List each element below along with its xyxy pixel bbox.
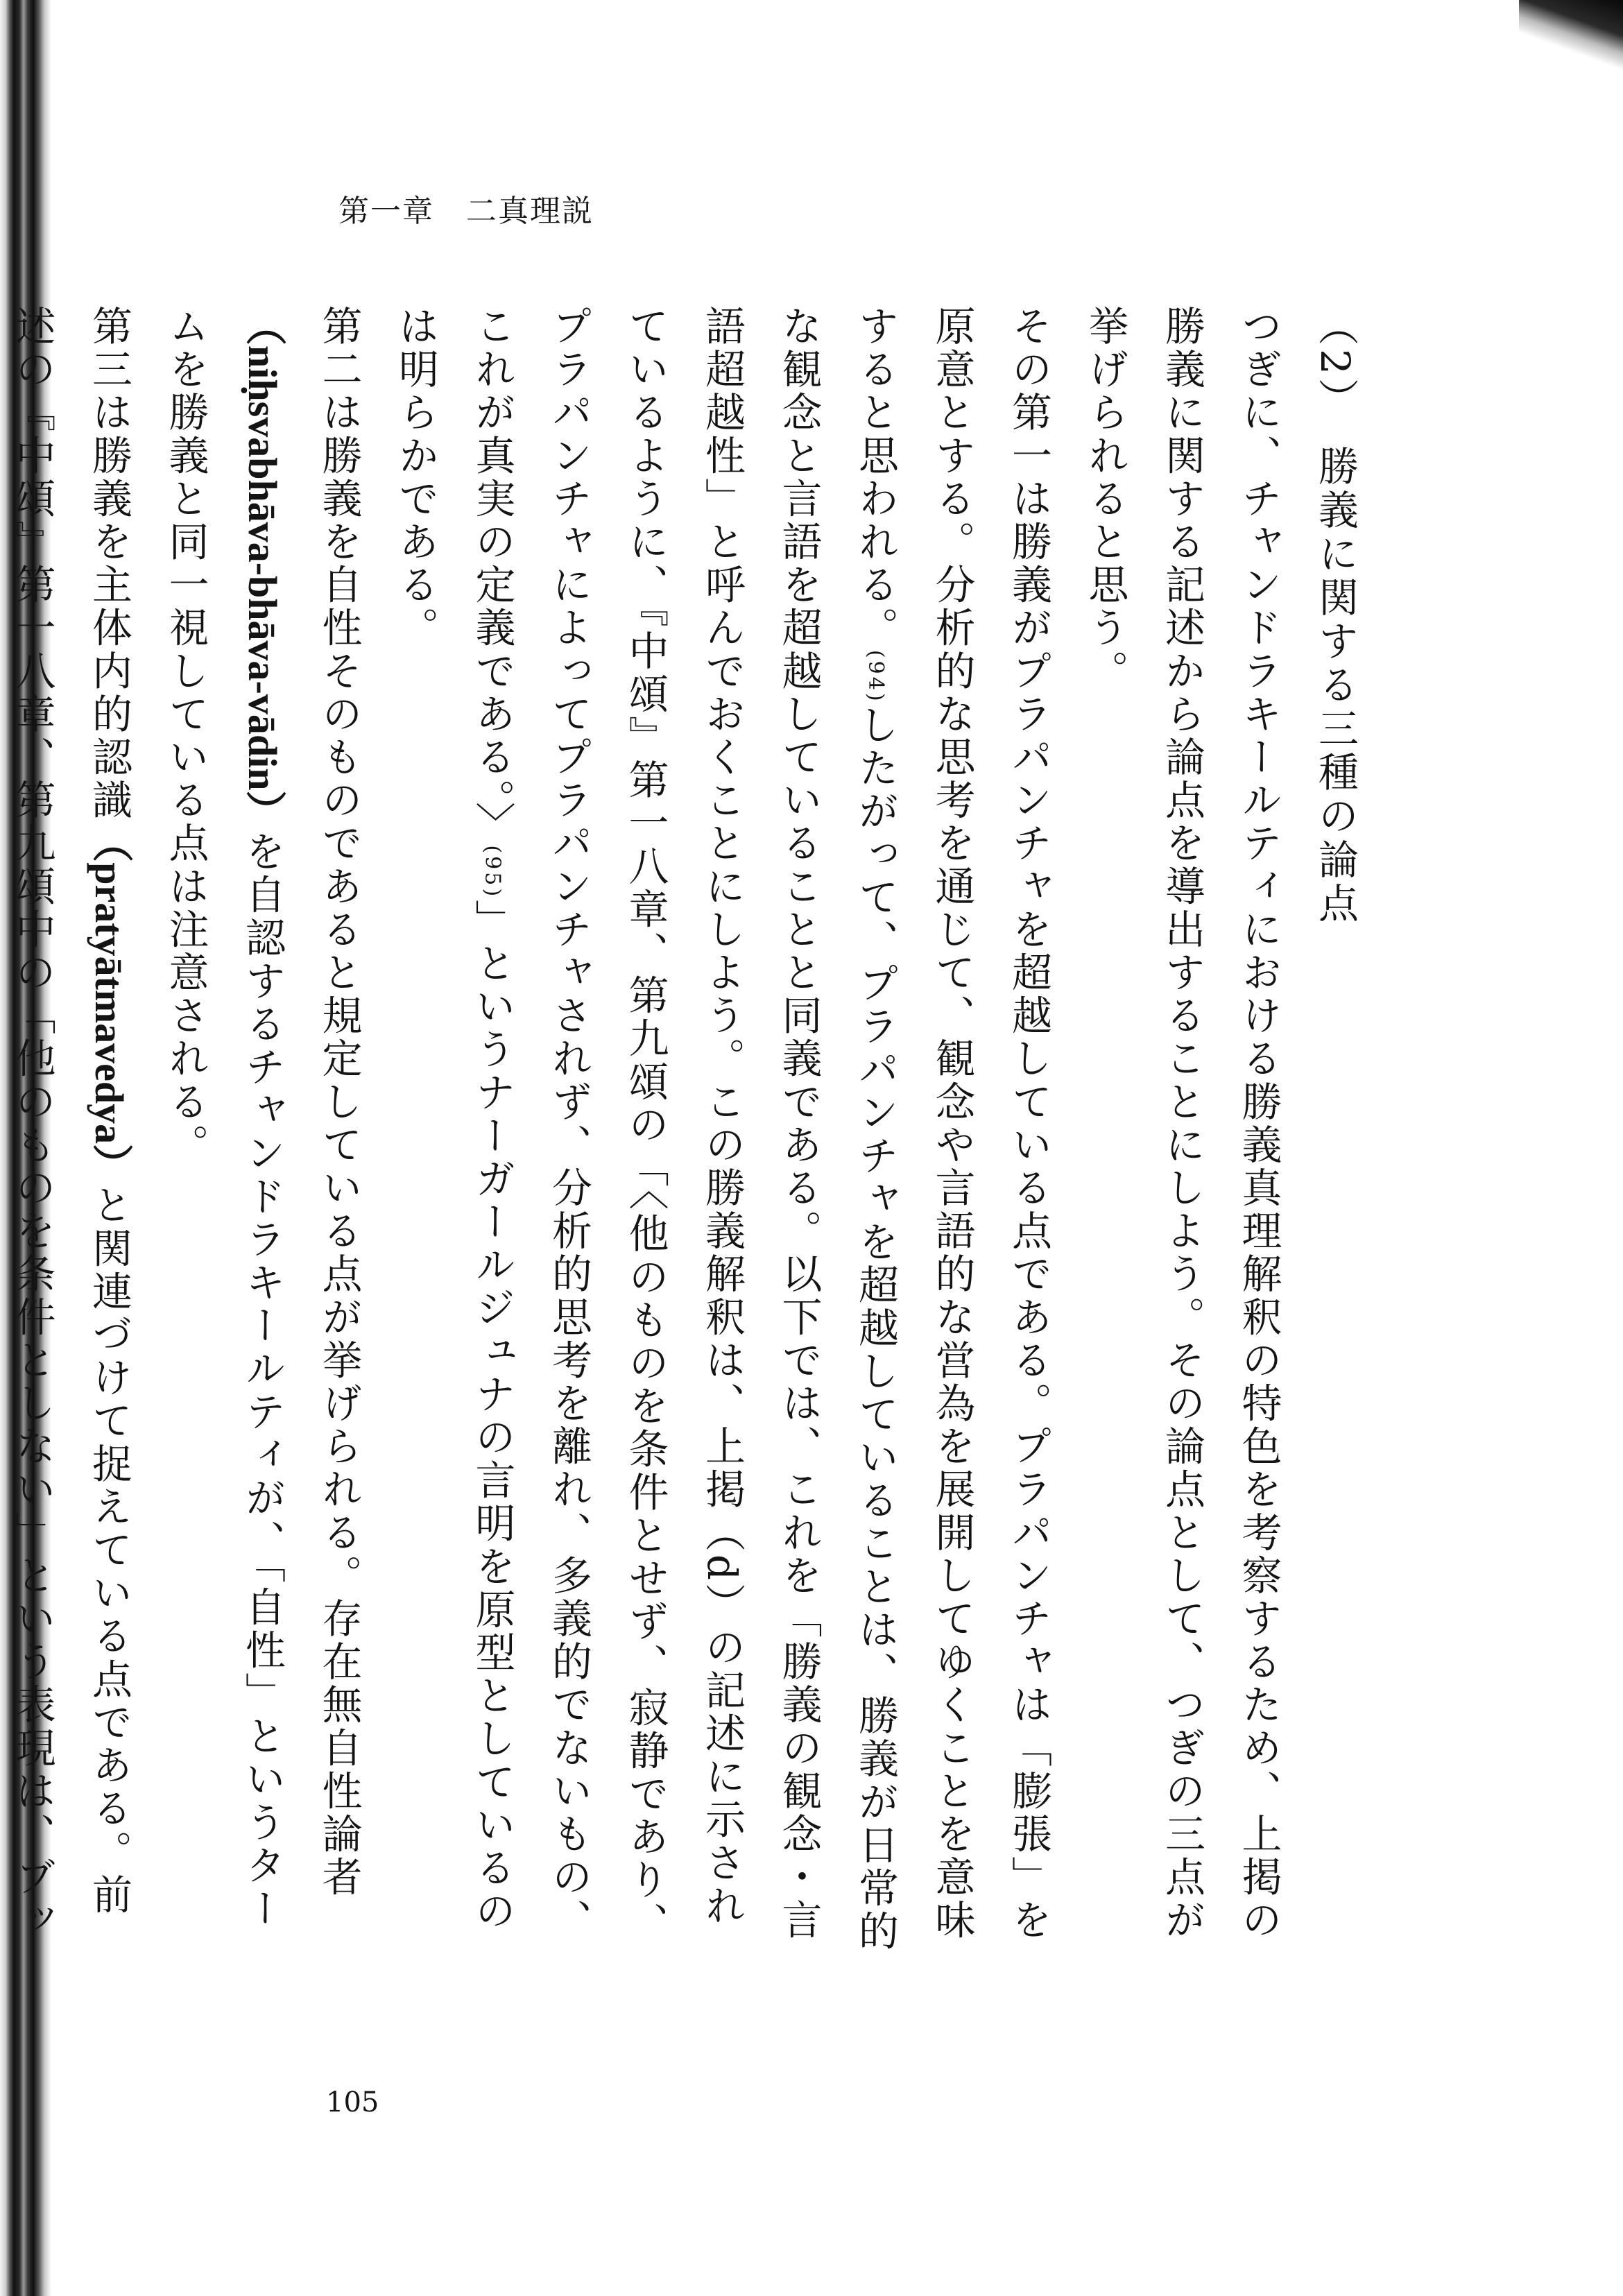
paragraph — [0, 305, 147, 1956]
paragraph — [1067, 305, 1297, 1956]
text-run: 」というナーガールジュナの言明を原型としているのは明らかである。 — [392, 305, 516, 1933]
paragraph — [147, 305, 377, 1956]
text-run: 第二は勝義を自性そのものであると規定している点が挙げられる。存在無自性論者 — [315, 305, 363, 1899]
text-run: つぎに、チャンドラキールティにおける勝義真理解釈の特色を考察するため、上掲の勝義に関する記述から論点を導出することにしよう。その論点として、つぎの三点が挙げられると思う。 — [1081, 305, 1282, 1942]
text-run: その第一は勝義がプラパンチャを超越している点である。プラパンチャは「膨張」を原意とする。分析的な思考を通じて、観念や言語的な営為を展開してゆくことを意味すると思われる。 — [852, 305, 1052, 1942]
section-heading: （2） 勝義に関する三種の論点 — [1312, 305, 1359, 926]
text-run: 第三は勝義を主体内的認識 — [85, 305, 132, 823]
footnote-reference: (95) — [480, 845, 505, 900]
running-head: 第一章 二真理説 — [338, 194, 594, 229]
page-number: 105 — [326, 2087, 379, 2118]
text-run: と関連づけて捉えている点である。前述の『中頌』第一八章、第九頌中の「他のものを条件としない」という表現は、ブッ — [8, 305, 132, 1942]
text-run: を自認するチャンドラキールティが、「自性」というタームを勝義と同一視している点は注意される。 — [162, 305, 286, 1931]
text-run: したがって、プラパンチャを超越していることは、勝義が日常的な観念と言語を超越していることと同義である。以下では、これを「勝義の観念・言語超越性」と呼んでおくことにしよう。この勝義解釈は、上掲（d）の記述に示されているように、『中頌』第一八章、第九頌の「〈他のものを条件とせず、寂静であり、プラパンチャによってプラパンチャされず、分析的思考を離れ、多義的でないもの、これが真実の定義である。〉 — [468, 305, 899, 1953]
vertical-text-body — [0, 305, 1373, 1956]
scan-corner-shadow — [1519, 0, 1623, 90]
sanskrit-term: （niḥsvabhāva-bhāva-vādin） — [240, 305, 285, 831]
paragraph — [377, 305, 1067, 1956]
footnote-reference: (94) — [864, 649, 888, 704]
sanskrit-term: （pratyātmavedya） — [87, 822, 132, 1185]
